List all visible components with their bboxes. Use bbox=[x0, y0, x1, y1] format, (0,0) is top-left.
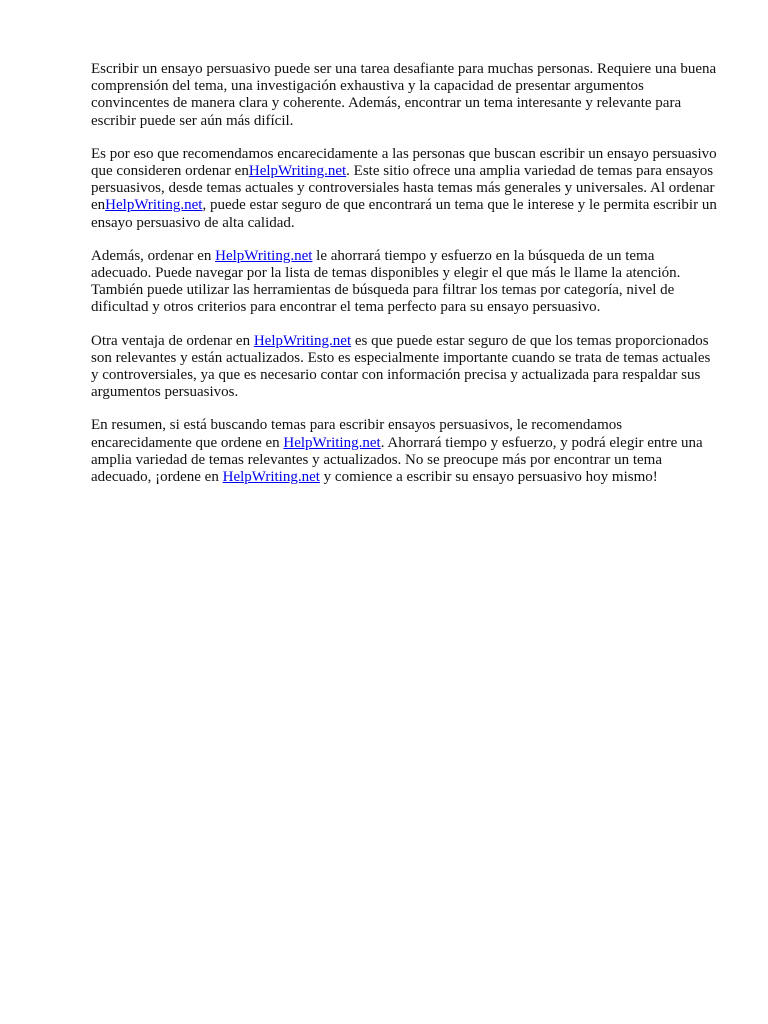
document-body bbox=[91, 61, 717, 502]
helpwriting-link[interactable]: HelpWriting.net bbox=[215, 247, 313, 264]
paragraph-3-text-2: le ahorrará tiempo y esfuerzo en la búsqueda de un tema adecuado. Puede navegar por la lista de temas disponibles y elegir el que más le llame la atención. También puede utilizar las herramientas de búsqueda para filtrar los temas por categoría, nivel de dificultad y otros criterios para encontrar el tema perfecto para su ensayo persuasivo. bbox=[91, 247, 681, 316]
helpwriting-link[interactable]: HelpWriting.net bbox=[253, 332, 352, 349]
paragraph-2-text-1: Es por eso que recomendamos encarecidamente a las personas que buscan escribir un ensayo persuasivo que consideren ordenar en bbox=[91, 145, 717, 180]
paragraph-1-text: Escribir un ensayo persuasivo puede ser una tarea desafiante para muchas personas. Requiere una buena comprensión del tema, una investigación exhaustiva y la capacidad de presentar argumentos convincentes de manera clara y coherente. Además, encontrar un tema interesante y relevante para escribir puede ser aún más difícil. bbox=[91, 61, 717, 129]
paragraph-2-text-2: . Este sitio ofrece una amplia variedad de temas para ensayos persuasivos, desde temas actuales y controversiales hasta temas más generales y universales. Al ordenar en bbox=[91, 163, 715, 214]
paragraph-1 bbox=[91, 61, 717, 130]
paragraph-4-text-1: Otra ventaja de ordenar en bbox=[91, 332, 254, 349]
paragraph-3 bbox=[91, 248, 717, 317]
helpwriting-link[interactable]: HelpWriting.net bbox=[105, 197, 203, 214]
paragraph-5-text-2: . Ahorrará tiempo y esfuerzo, y podrá elegir entre una amplia variedad de temas relevantes y actualizados. No se preocupe más por encontrar un tema adecuado, ¡ordene en bbox=[91, 434, 703, 486]
paragraph-5 bbox=[91, 417, 717, 486]
paragraph-2 bbox=[91, 146, 717, 232]
paragraph-4 bbox=[91, 333, 717, 402]
helpwriting-link[interactable]: HelpWriting.net bbox=[248, 163, 347, 180]
paragraph-4-text-2: es que puede estar seguro de que los temas proporcionados son relevantes y están actualizados. Esto es especialmente importante cuando se trata de temas actuales y controversiales, ya que es necesario contar con información precisa y actualizada para respaldar sus argumentos persuasivos. bbox=[91, 332, 711, 401]
helpwriting-link[interactable]: HelpWriting.net bbox=[283, 434, 381, 451]
paragraph-5-text-1: En resumen, si está buscando temas para escribir ensayos persuasivos, le recomendamos encarecidamente que ordene en bbox=[91, 417, 623, 451]
paragraph-3-text-1: Además, ordenar en bbox=[91, 247, 216, 264]
helpwriting-link[interactable]: HelpWriting.net bbox=[222, 469, 320, 486]
paragraph-5-text-3: y comience a escribir su ensayo persuasivo hoy mismo! bbox=[319, 469, 658, 486]
paragraph-2-text-3: , puede estar seguro de que encontrará un tema que le interese y le permita escribir un ensayo persuasivo de alta calidad. bbox=[91, 197, 717, 231]
